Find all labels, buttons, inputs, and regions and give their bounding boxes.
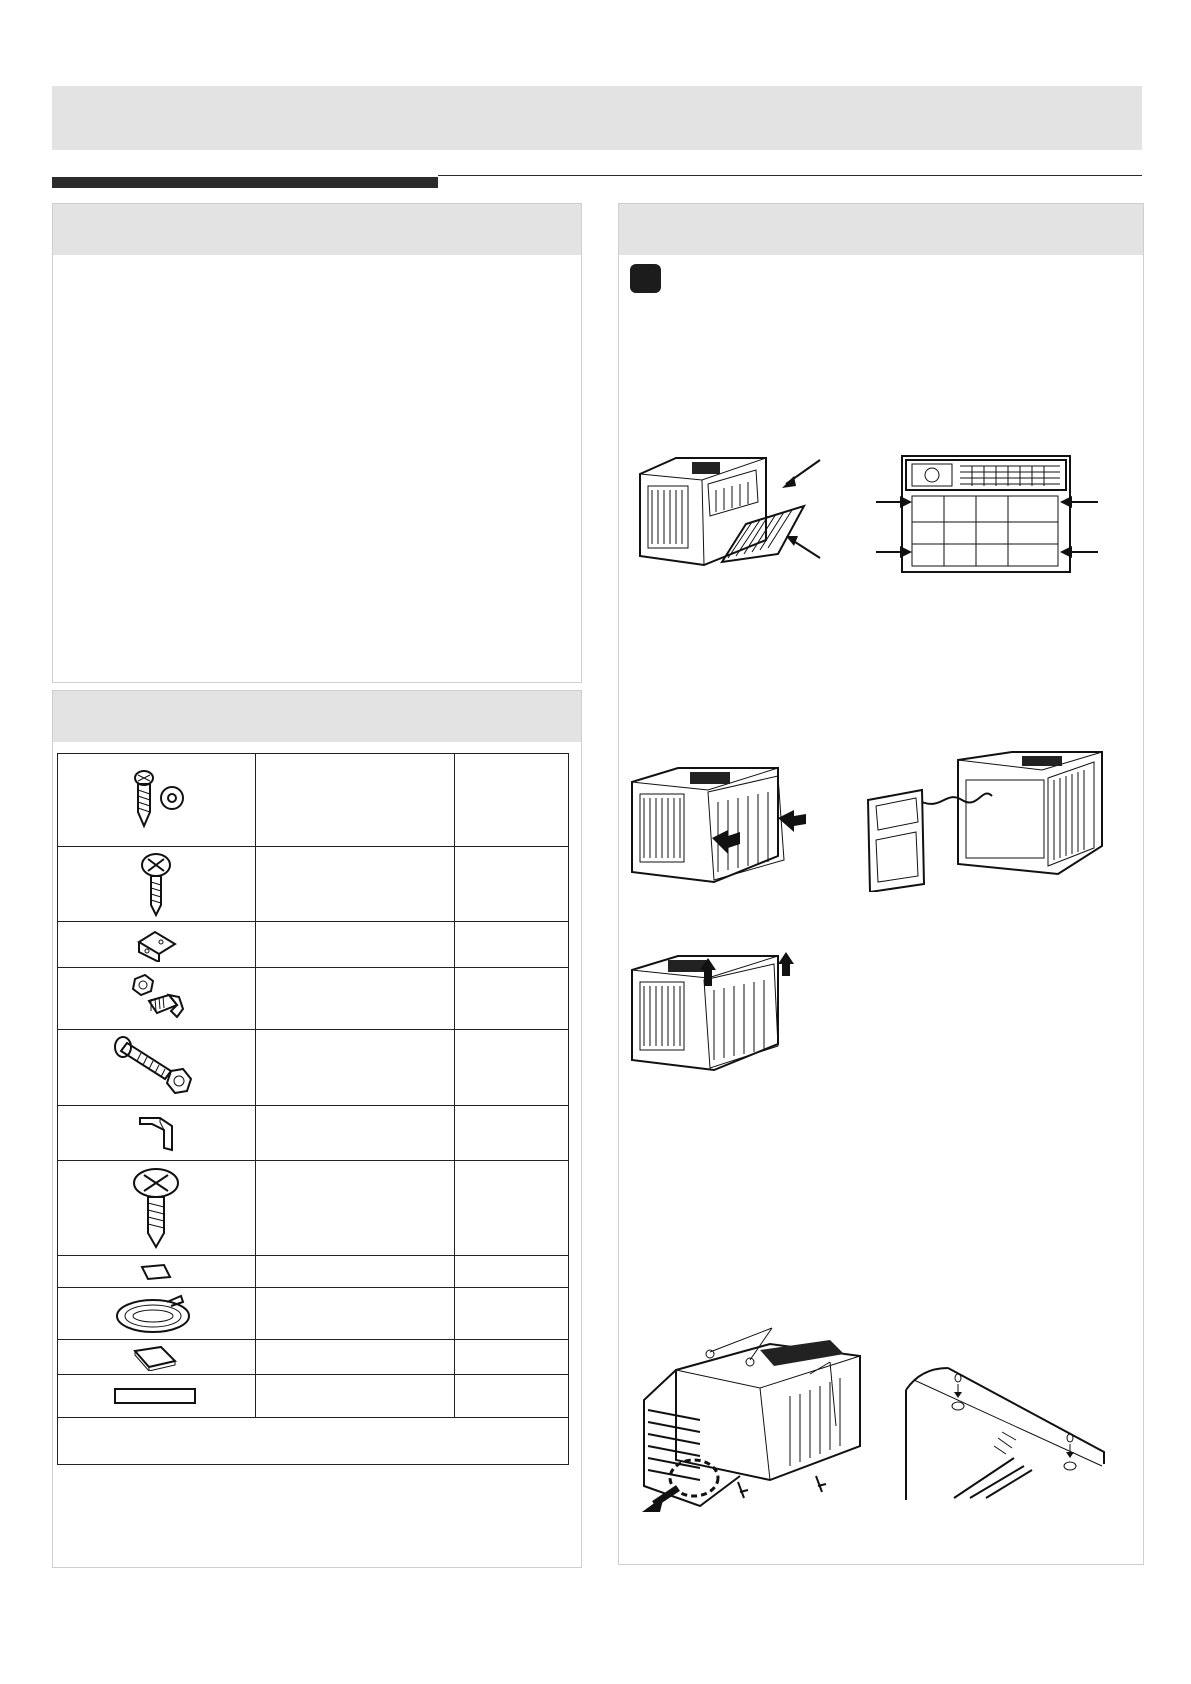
part-image-cell — [58, 922, 256, 968]
unit-lift-front-panel-illustration — [628, 950, 813, 1075]
unit-pull-front-panel-illustration — [628, 762, 813, 887]
part-image-cell — [58, 1288, 256, 1340]
part-quantity-cell — [455, 754, 569, 847]
part-description-cell — [255, 1106, 455, 1161]
section-rule-thick — [52, 177, 438, 188]
part-quantity-cell — [455, 1030, 569, 1106]
part-description-cell — [255, 1288, 455, 1340]
part-quantity-cell — [455, 1340, 569, 1375]
part-description-cell — [255, 922, 455, 968]
part-quantity-cell — [455, 968, 569, 1030]
front-panel-latch-points-illustration — [872, 452, 1102, 574]
part-description-cell — [255, 1161, 455, 1256]
tapping-screw-and-washer-icon — [116, 760, 196, 840]
part-quantity-cell — [455, 847, 569, 922]
part-quantity-cell — [455, 1375, 569, 1418]
section-rule-thin — [438, 175, 1142, 176]
part-quantity-cell — [455, 1161, 569, 1256]
sill-clip-icon — [134, 1112, 178, 1154]
parts-table — [57, 753, 569, 1465]
washer-head-screw-icon — [126, 849, 186, 919]
part-image-cell — [58, 968, 256, 1030]
page-title-band — [52, 86, 1142, 150]
front-panel-detached-with-wire-illustration — [862, 750, 1112, 892]
part-description-cell — [255, 1340, 455, 1375]
table-footer-row — [58, 1418, 569, 1465]
part-description-cell — [255, 754, 455, 847]
part-image-cell — [58, 1030, 256, 1106]
parts-footnote — [58, 1418, 569, 1465]
part-quantity-cell — [455, 1106, 569, 1161]
l-bracket-icon — [131, 928, 181, 962]
part-description-cell — [255, 1030, 455, 1106]
table-row — [58, 1288, 569, 1340]
part-image-cell — [58, 1106, 256, 1161]
part-quantity-cell — [455, 1288, 569, 1340]
part-description-cell — [255, 1256, 455, 1288]
part-image-cell — [58, 1256, 256, 1288]
table-row — [58, 754, 569, 847]
parts-panel — [52, 690, 582, 1568]
table-row — [58, 1375, 569, 1418]
table-row — [58, 1340, 569, 1375]
part-image-cell — [58, 1375, 256, 1418]
part-image-cell — [58, 847, 256, 922]
table-row — [58, 1106, 569, 1161]
part-quantity-cell — [455, 1256, 569, 1288]
chassis-slide-out-illustration — [640, 1326, 876, 1518]
table-row — [58, 922, 569, 968]
step-number-badge — [630, 264, 661, 293]
part-image-cell — [58, 1161, 256, 1256]
right-panel-header — [619, 204, 1143, 255]
table-row — [58, 968, 569, 1030]
foam-strip-icon — [111, 1385, 201, 1407]
part-description-cell — [255, 1375, 455, 1418]
part-description-cell — [255, 847, 455, 922]
table-row — [58, 847, 569, 922]
short-bolt-and-nut-icon — [121, 971, 191, 1027]
table-row — [58, 1256, 569, 1288]
table-row — [58, 1161, 569, 1256]
parts-panel-header — [53, 691, 581, 742]
large-washer-screw-icon — [126, 1165, 186, 1251]
left-info-panel-header — [53, 204, 581, 255]
left-info-panel — [52, 203, 582, 683]
foam-block-icon — [131, 1343, 181, 1371]
long-bolt-and-nut-icon — [111, 1035, 201, 1101]
table-row — [58, 1030, 569, 1106]
part-quantity-cell — [455, 922, 569, 968]
part-description-cell — [255, 968, 455, 1030]
screw-hole-detail-illustration — [904, 1366, 1114, 1500]
part-image-cell — [58, 1340, 256, 1375]
part-image-cell — [58, 754, 256, 847]
unit-front-grille-open-illustration — [636, 450, 826, 575]
small-foam-pad-icon — [136, 1261, 176, 1283]
foam-gasket-roll-icon — [111, 1292, 201, 1336]
